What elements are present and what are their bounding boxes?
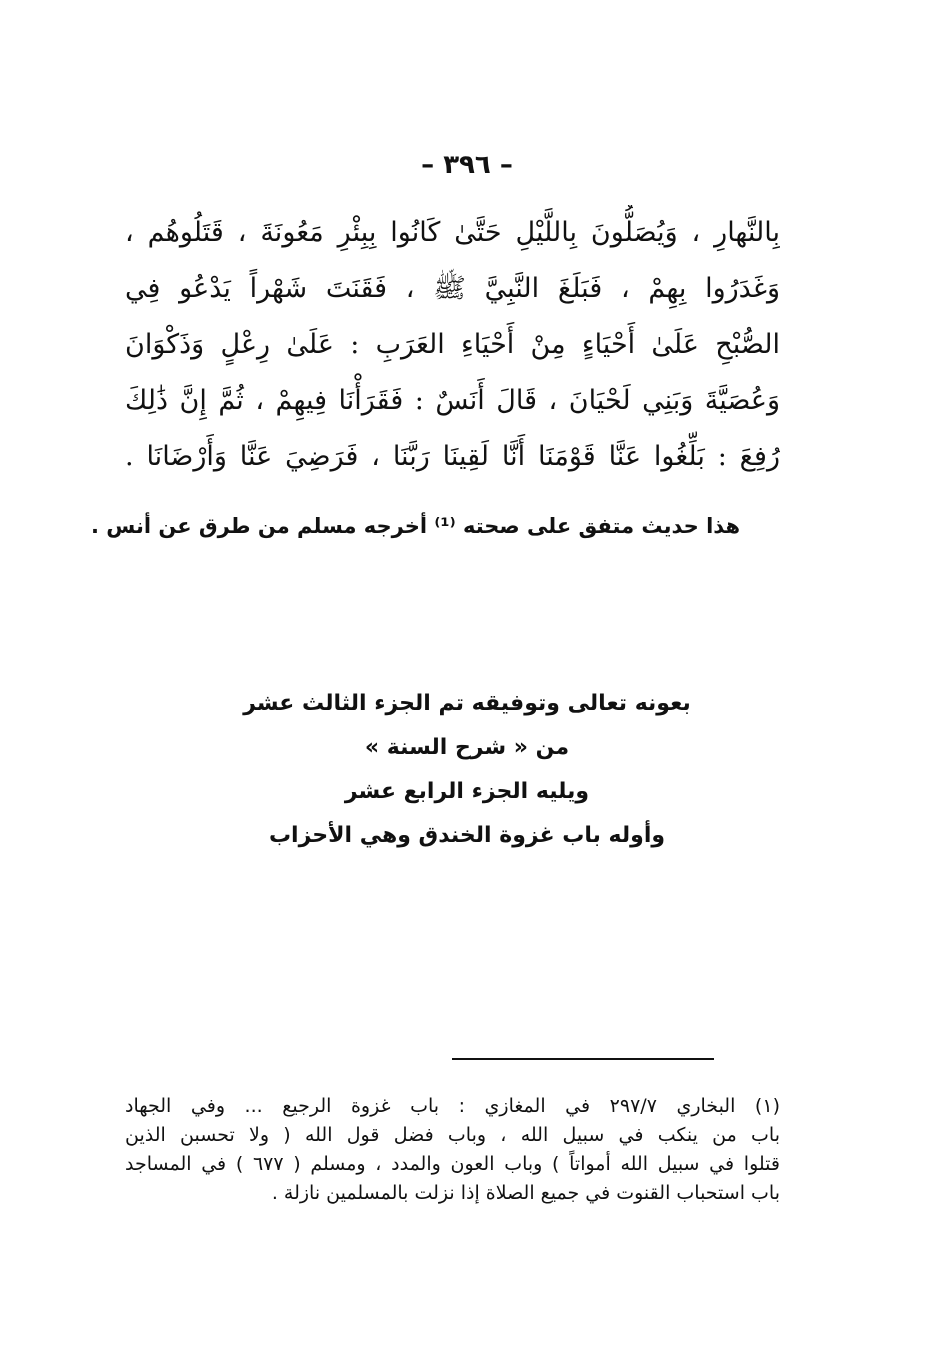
footnote-line-3: قتلوا في سبيل الله أمواتاً ) وباب العون والمدد ، ومسلم ( ٦٧٧ ) في المساجد	[125, 1153, 780, 1175]
main-text-line-4: وَعُصَيَّةَ وَبَنِي لَحْيَانَ ، قَالَ أَنَسٌ : فَقَرَأْنَا فِيهِمْ ، ثُمَّ إِنَّ ذَٰلِكَ	[125, 385, 780, 416]
colophon-line-1: بعونه تعالى وتوفيقه تم الجزء الثالث عشر	[243, 691, 691, 716]
colophon-line-3: ويليه الجزء الرابع عشر	[344, 779, 590, 804]
main-text-block	[125, 205, 780, 485]
footnotes-block	[125, 1092, 780, 1208]
footnote-line-4: باب استحباب القنوت في جميع الصلاة إذا نزلت بالمسلمين نازلة .	[271, 1182, 780, 1204]
footnote-divider	[452, 1058, 714, 1060]
colophon-block	[0, 682, 934, 858]
main-text-line-2: وَغَدَرُوا بِهِمْ ، فَبَلَغَ النَّبِيَّ ﷺ ، فَقَنَتَ شَهْراً يَدْعُو فِي	[125, 273, 780, 304]
footnote-line-1: (١) البخاري ٢٩٧/٧ في المغازي : باب غزوة الرجيع ... وفي الجهاد	[125, 1095, 780, 1117]
main-text-line-1: بِالنَّهارِ ، وَيُصَلُّونَ بِاللَّيْلِ حَتَّىٰ كَانُوا بِبِئْرِ مَعُونَةَ ، قَتَلُوهُم ،	[125, 217, 780, 248]
footnote-line-2: باب من ينكب في سبيل الله ، وباب فضل قول الله ( ولا تحسبن الذين	[125, 1124, 780, 1146]
colophon-line-2: من « شرح السنة »	[364, 735, 570, 760]
hadith-note: هذا حديث متفق على صحته ⁽¹⁾ أخرجه مسلم من طرق عن أنس .	[90, 514, 740, 538]
main-text-line-3: الصُّبْحِ عَلَىٰ أَحْيَاءٍ مِنْ أَحْيَاءِ العَرَبِ : عَلَىٰ رِعْلٍ وَذَكْوَانَ	[125, 329, 780, 360]
main-text-line-5: رُفِعَ : بَلِّغُوا عَنَّا قَوْمَنَا أَنَّا لَقِينَا رَبَّنَا ، فَرَضِيَ عَنَّا وَأَرْضَانَا .	[125, 441, 780, 472]
colophon-line-4: وأوله باب غزوة الخندق وهي الأحزاب	[268, 823, 666, 848]
page-number: – ٣٩٦ –	[421, 150, 513, 180]
